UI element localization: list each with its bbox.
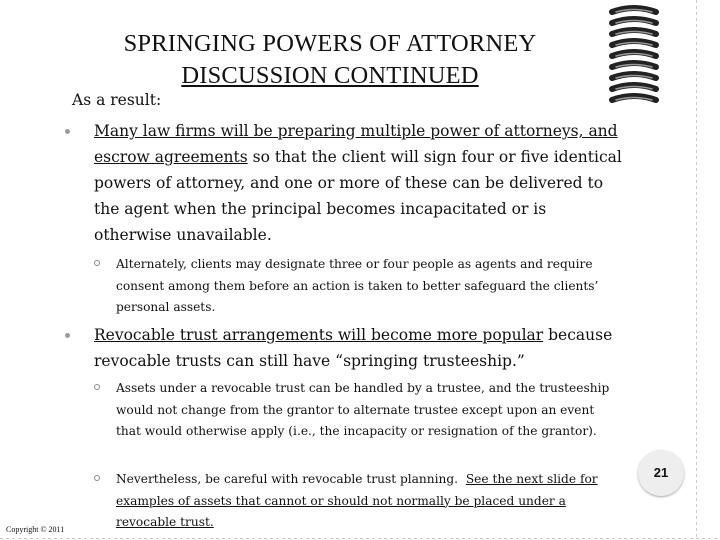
title-line-1: SPRINGING POWERS OF ATTORNEY: [123, 30, 537, 57]
bullet-underlined-text: Revocable trust arrangements will become more popular: [94, 326, 544, 344]
title-line-2: DISCUSSION CONTINUED: [181, 62, 479, 89]
sub-bullet-text: Nevertheless, be careful with revocable trust planning.: [116, 472, 466, 486]
sub-bullet-item: [116, 469, 616, 534]
intro-text: As a result:: [72, 91, 162, 109]
sub-bullet-item: [116, 254, 616, 319]
sub-bullet-ring-icon: [94, 384, 100, 390]
slide-border-bottom: [0, 538, 720, 539]
bullet-text: so that the client will sign four or five identical powers of attorney, and one or more of these can be delivered to the agent when the principal becomes incapacitated or is otherwise unavailable.: [94, 148, 622, 244]
slide-border-right: [696, 0, 697, 540]
page-number-badge: 21: [638, 450, 684, 496]
bullet-text: because revocable trusts can still have “springing trusteeship.”: [94, 326, 613, 370]
bullet-item: [94, 118, 622, 248]
bullet-item: [94, 322, 622, 374]
sub-bullet-text: Assets under a revocable trust can be handled by a trustee, and the trusteeship would not change from the grantor to alternate trustee except upon an event that would otherwise apply (i.e., the incapacity or resignation of the grantor).: [116, 381, 610, 439]
next-slide-link[interactable]: See the next slide for examples of assets that cannot or should not normally be placed under a revocable trust.: [116, 472, 598, 530]
bullet-underlined-text: Many law firms will be preparing multiple power of attorneys, and escrow agreements: [94, 122, 618, 166]
sub-bullet-ring-icon: [94, 260, 100, 266]
sub-bullet-ring-icon: [94, 475, 100, 481]
bullet-dot-icon: [65, 333, 70, 338]
coil-spring-icon: [604, 4, 664, 110]
sub-bullet-item: [116, 378, 616, 443]
copyright-text: Copyright © 2011: [6, 525, 65, 534]
sub-bullet-text: Alternately, clients may designate three or four people as agents and require consent among them before an action is taken to better safeguard the clients’ personal assets.: [116, 257, 599, 315]
bullet-dot-icon: [65, 129, 70, 134]
slide-title: [70, 28, 590, 92]
